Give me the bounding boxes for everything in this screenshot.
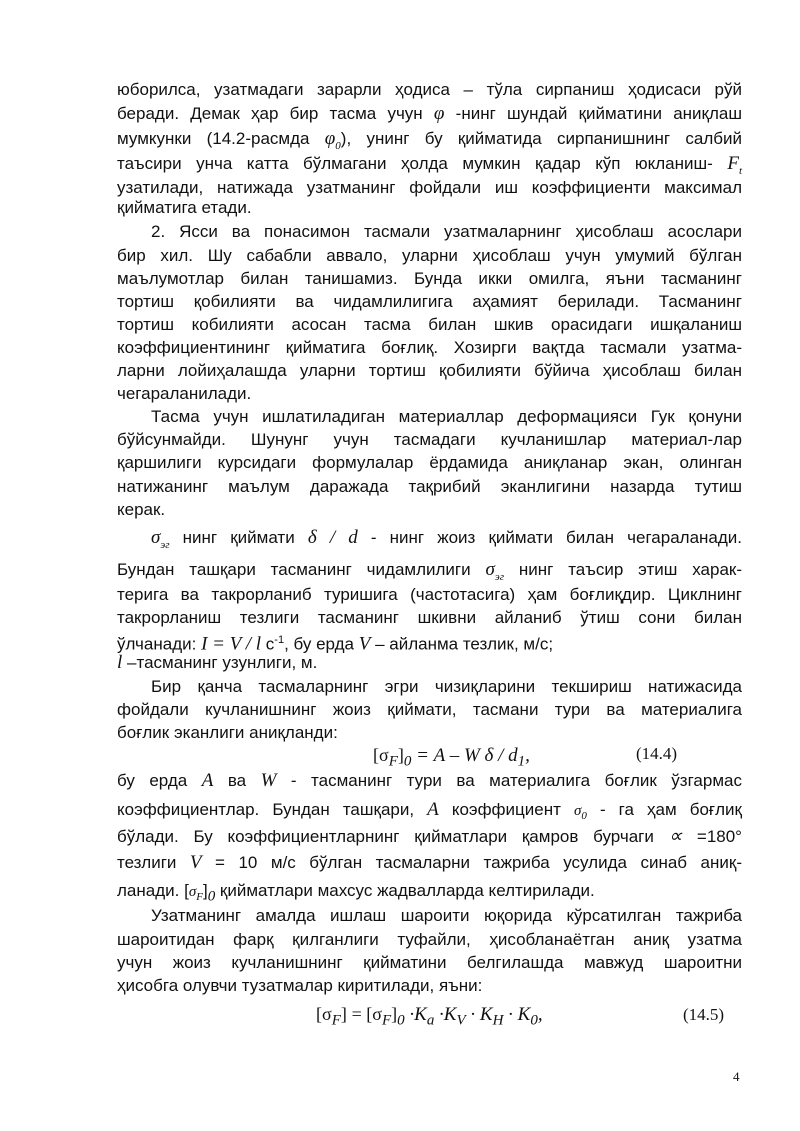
text: маълумотлар билан танишамиз. Бунда икки омилга, яъни тасманинг: [117, 269, 742, 288]
text-line: [151, 906, 742, 926]
text: қийматига етади.: [117, 198, 252, 217]
text: Узатманинг амалда ишлаш шароити юқорида кўрсатилган тажриба: [151, 906, 742, 925]
text: учун жоиз кучланишнинг қийматини белгилашда мавжуд шароитни: [117, 953, 742, 972]
text-line: [117, 80, 742, 100]
text: нинг қиймати: [182, 528, 295, 547]
text-line: [117, 269, 742, 289]
text: коэффициентлар. Бундан ташқари,: [117, 800, 415, 819]
text: фойдали кучланишнинг жоиз қиймати, тасмани тури ва материалига: [117, 700, 742, 719]
text: ланади. [: [117, 881, 189, 900]
force-symbol: $F_t$: [727, 153, 742, 177]
text: бўйсунмайди. Шунунг учун тасмадаги кучланишлар материал-лар: [117, 430, 742, 449]
text: = 10 м/с бўлган тасмаларни тажриба усулида синаб аниқ-: [215, 853, 742, 872]
text-line: [117, 608, 742, 628]
text: қаршилиги курсидаги формулалар ёрдамида аниқланар экан, олинган: [117, 453, 742, 472]
text: 2. Ясси ва понасимон тасмали узатмаларнинг ҳисоблаш асослари: [151, 222, 742, 241]
equation-14-5: $[\sigma_F] = [\sigma_F]_0 \cdot K_a \cdot K_V \cdot K_H \cdot K_0$,: [316, 1004, 543, 1029]
text: тезлиги: [117, 853, 177, 872]
text: тортиш қобилияти ва чидамлилигига аҳамият берилади. Тасманинг: [117, 292, 742, 311]
text-line: [117, 315, 742, 335]
text: қийматлари махсус жадвалларда келтирилади.: [219, 881, 595, 900]
text: – айланма тезлик, м/с;: [375, 634, 554, 654]
text-line: [117, 361, 742, 381]
text-line: [117, 128, 742, 152]
text-line: [151, 527, 743, 551]
coef-a-symbol: A: [427, 799, 439, 820]
text: узатилади, натижада узатманинг фойдали иш коэффициенти максимал: [117, 178, 742, 197]
text: такрорланиш тезлиги тасманинг шкивни айланиб ўтиш сони билан: [117, 608, 742, 627]
text: Тасма учун ишлатиладиган материаллар деформацияси Гук қонуни: [151, 407, 742, 426]
text: нинг таъсир этиш харак-: [518, 560, 743, 579]
coef-a-symbol: A: [201, 770, 214, 791]
text: чегараланилади.: [117, 384, 252, 403]
text-line: [117, 384, 742, 404]
velocity-symbol: V: [189, 852, 202, 873]
phi-symbol: φ: [433, 103, 445, 124]
coef-w-symbol: W: [260, 770, 277, 791]
sigma0-symbol: $\sigma_0$: [573, 803, 587, 822]
text-line: [117, 585, 742, 605]
text: Бундан ташқари тасманинг чидамлилиги: [117, 560, 471, 579]
sigma-eg-symbol: $\sigma_{эг}$: [151, 527, 170, 551]
text: тортиш кобилияти асосан тасма билан шкив орасидаги ишқаланиш: [117, 315, 742, 334]
text: керак.: [117, 500, 166, 519]
text-line: [117, 292, 742, 312]
text: , бу ерда: [284, 634, 354, 654]
text-line: [117, 246, 742, 266]
text: беради. Демак ҳар бир тасма учун: [117, 104, 423, 123]
text-line: [117, 827, 742, 847]
text: ларни лойиҳалашда уларни тортиш қобилияти бўйича ҳисоблаш билан: [117, 361, 742, 380]
text-line: [117, 178, 742, 198]
text-line: [117, 338, 742, 358]
text-line: [117, 953, 742, 973]
unit-exponent: -1: [274, 634, 285, 646]
text-line: [117, 198, 742, 218]
text: - нинг жоиз қиймати билан чегараланади.: [370, 528, 743, 547]
frequency-expr: I = V / l: [201, 633, 262, 655]
text-line: [151, 222, 742, 242]
text-line: [117, 453, 742, 473]
text: - га ҳам боғлиқ: [599, 800, 742, 819]
text: –тасманинг узунлиги, м.: [127, 653, 318, 672]
text: боғлик эканлиги аниқланди:: [117, 723, 338, 742]
text: - тасманинг тури ва материалига боғлик ўзгармас: [290, 771, 742, 790]
alpha-symbol: ∝: [668, 826, 683, 847]
text-line: [117, 700, 742, 720]
text-line: [117, 559, 743, 583]
equation-number: (14.4): [636, 744, 678, 763]
text-line: [117, 104, 742, 124]
sigma-eg-symbol: $\sigma_{эг}$: [485, 559, 505, 583]
sigma-f-symbol: $\sigma_F$: [188, 884, 203, 903]
text: коэффициентининг қийматига боғлиқ. Хозирги вақтда тасмали узатма-: [117, 338, 742, 357]
text: терига ва такрорланиб туришига (частотасига) ҳам боғлиқдир. Циклнинг: [117, 585, 742, 604]
text-line: [117, 930, 742, 950]
text-line: [117, 630, 742, 655]
text-line: [117, 477, 742, 497]
text: Бир қанча тасмаларнинг эгри чизиқларини текшириш натижасида: [151, 677, 742, 696]
text-line: [117, 771, 742, 791]
text: ), унинг бу қийматида сирпанишнинг салбий: [340, 129, 742, 148]
text-line: [117, 500, 742, 520]
text-line: [117, 430, 742, 450]
text: бўлади. Бу коэффициентларнинг қийматлари қамров бурчаги: [117, 827, 654, 846]
text: ҳисобга олувчи тузатмалар киритилади, яъни:: [117, 976, 483, 995]
text-line: [117, 853, 742, 873]
equation-number: (14.5): [683, 1005, 725, 1024]
equation-14-4: $[\sigma_F]_0 = A - W$ δ / $d_1$,: [373, 745, 530, 770]
text-line: [117, 723, 742, 743]
text: =180°: [696, 827, 742, 846]
text: мумкунки (14.2-расмда: [117, 129, 310, 148]
text: юборилса, узатмадаги зарарли ҳодиса – тўла сирпаниш ҳодисаси рўй: [117, 80, 742, 99]
text: ва: [227, 771, 247, 790]
text-line: [117, 653, 742, 673]
text: натижанинг маълум даражада тақрибий эканлигини назарда тутиш: [117, 477, 742, 496]
text-line: [151, 407, 742, 427]
text-line: [117, 976, 742, 996]
delta-ratio-expr: δ / d: [307, 527, 358, 548]
phi0-symbol: $\varphi_0$: [324, 128, 341, 152]
text: -нинг шундай қийматини аниқлаш: [455, 104, 742, 123]
text-line: ланади. $[\sigma_F]_0$ қийматлари махсус жадвалларда келтирилади.: [117, 881, 595, 905]
text: коэффициент: [451, 800, 561, 819]
text: шароитидан фарқ қилганлиги туфайли, ҳисобланаётган аниқ узатма: [117, 930, 742, 949]
page-number: 4: [733, 1069, 740, 1084]
text: таъсири унча катта бўлмагани ҳолда мумкин қадар кўп юкланиш-: [117, 154, 713, 173]
text: ўлчанади:: [117, 634, 197, 654]
text-line: [151, 677, 742, 697]
text: бир хил. Шу сабабли аввало, уларни ҳисоблаш учун умумий бўлган: [117, 246, 742, 265]
text: бу ерда: [117, 771, 188, 790]
velocity-symbol: V: [358, 633, 371, 655]
unit: с: [265, 634, 275, 654]
length-symbol: l: [117, 652, 123, 673]
text-line: [117, 153, 742, 177]
text-line: [117, 800, 742, 820]
